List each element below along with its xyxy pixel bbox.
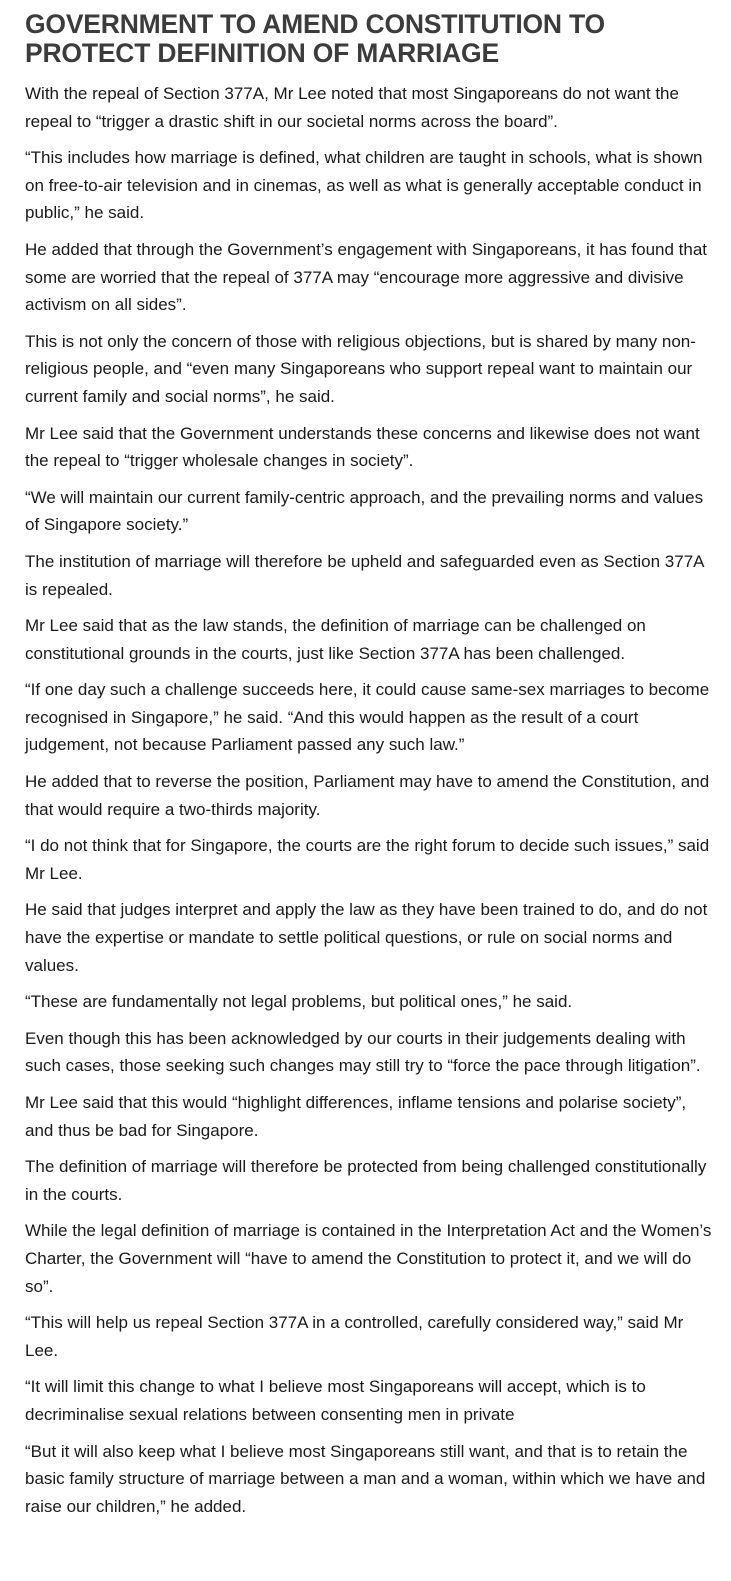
article-paragraph: This is not only the concern of those with religious objections, but is shared by many non-religious people, and “even many Singaporeans who support repeal want to maintain our current family and social norms”, he said. (25, 331, 696, 406)
article-paragraph: “If one day such a challenge succeeds here, it could cause same-sex marriages to become recognised in Singapore,” he said. “And this would happen as the result of a court judgement, not because Parliament passed any such law.” (25, 680, 710, 755)
article-paragraph: “We will maintain our current family-centric approach, and the prevailing norms and values of Singapore society.” (25, 487, 704, 535)
article-paragraph: “But it will also keep what I believe most Singaporeans still want, and that is to retain the basic family structure of marriage between a man and a woman, within which we have and raise our children,” he added. (25, 1441, 706, 1516)
article-paragraph: He said that judges interpret and apply the law as they have been trained to do, and do not have the expertise or mandate to settle political questions, or rule on social norms and values. (25, 900, 708, 975)
article-paragraph: Mr Lee said that this would “highlight differences, inflame tensions and polarise society”, and thus be bad for Singapore. (25, 1093, 687, 1140)
article-paragraph: He added that to reverse the position, Parliament may have to amend the Constitution, and that would require a two-thirds majority. (25, 772, 710, 819)
article-paragraph: “These are fundamentally not legal problems, but political ones,” he said. (25, 992, 573, 1012)
article-headline: GOVERNMENT TO AMEND CONSTITUTION TO PROTECT DEFINITION OF MARRIAGE (25, 9, 605, 68)
article-paragraph: He added that through the Government’s engagement with Singaporeans, it has found that some are worried that the repeal of 377A may “encourage more aggressive and divisive activism on all sides”. (25, 239, 708, 315)
article-paragraph: The definition of marriage will therefore be protected from being challenged constitutionally in the courts. (25, 1157, 707, 1204)
article-paragraph: Mr Lee said that the Government understands these concerns and likewise does not want the repeal to “trigger wholesale changes in society”. (25, 423, 700, 471)
article-paragraph: Mr Lee said that as the law stands, the definition of marriage can be challenged on constitutional grounds in the courts, just like Section 377A has been challenged. (25, 616, 646, 663)
article-paragraph: “I do not think that for Singapore, the courts are the right forum to decide such issues,” said Mr Lee. (25, 836, 710, 883)
article-paragraph: “This will help us repeal Section 377A in a controlled, carefully considered way,” said Mr Lee. (25, 1313, 684, 1360)
article-paragraph: The institution of marriage will therefore be upheld and safeguarded even as Section 377A is repealed. (25, 551, 704, 599)
article-paragraph: Even though this has been acknowledged by our courts in their judgements dealing with such cases, those seeking such changes may still try to “force the pace through litigation”. (25, 1028, 701, 1076)
article-paragraph: “It will limit this change to what I believe most Singaporeans will accept, which is to decriminalise sexual relations between consenting men in private (25, 1377, 646, 1424)
article-paragraph: “This includes how marriage is defined, what children are taught in schools, what is shown on free-to-air television and in cinemas, as well as what is generally acceptable conduct in public,” he said. (25, 148, 703, 223)
article-paragraph: With the repeal of Section 377A, Mr Lee noted that most Singaporeans do not want the repeal to “trigger a drastic shift in our societal norms across the board”. (25, 84, 679, 131)
article-paragraph: While the legal definition of marriage is contained in the Interpretation Act and the Women’s Charter, the Government will “have to amend the Constitution to protect it, and we will do so”. (25, 1221, 712, 1296)
